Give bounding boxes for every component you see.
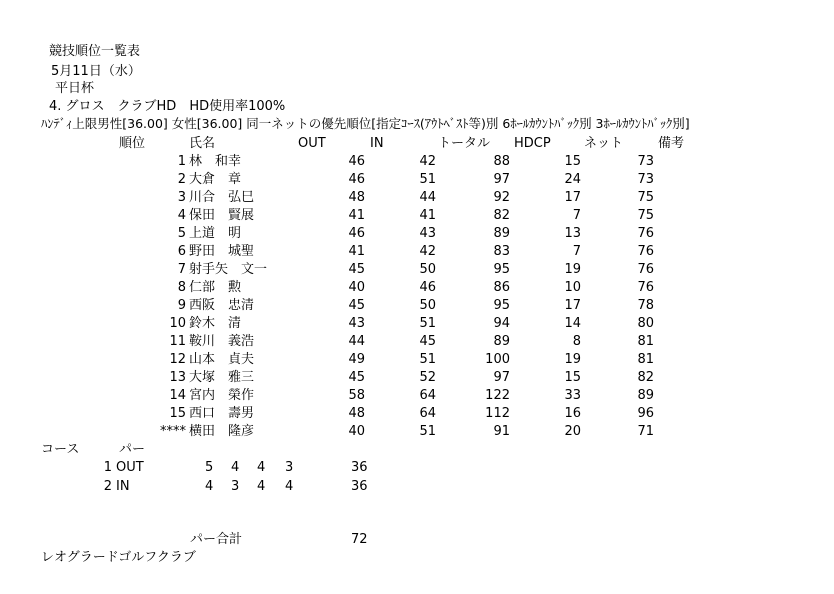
- hole-par: 5: [205, 460, 214, 475]
- net-cell: 80: [637, 316, 654, 331]
- rank-cell: 11: [169, 334, 186, 349]
- in-cell: 52: [419, 370, 436, 385]
- net-cell: 73: [637, 154, 654, 169]
- net-cell: 81: [637, 352, 654, 367]
- in-cell: 45: [419, 334, 436, 349]
- out-cell: 45: [348, 262, 365, 277]
- rank-cell: 2: [177, 172, 186, 187]
- out-cell: 41: [348, 208, 365, 223]
- hdcp-cell: 15: [564, 370, 581, 385]
- name-cell: 鈴木 清: [189, 316, 242, 331]
- net-cell: 76: [637, 244, 654, 259]
- out-cell: 49: [348, 352, 365, 367]
- hdcp-cell: 8: [572, 334, 581, 349]
- col-hdcp-header: HDCP: [514, 136, 551, 151]
- rank-cell: 9: [177, 298, 186, 313]
- course-label: コース: [41, 442, 80, 457]
- out-cell: 58: [348, 388, 365, 403]
- name-cell: 大塚 雅三: [189, 370, 255, 385]
- col-in-header: IN: [370, 136, 384, 151]
- in-cell: 42: [419, 244, 436, 259]
- course-par-sum: 36: [351, 479, 368, 494]
- col-name-header: 氏名: [189, 136, 216, 151]
- hdcp-cell: 13: [564, 226, 581, 241]
- total-cell: 88: [493, 154, 510, 169]
- rank-cell: 8: [177, 280, 186, 295]
- name-cell: 射手矢 文一: [189, 262, 268, 277]
- name-cell: 山本 貞夫: [189, 352, 255, 367]
- hdcp-cell: 17: [564, 298, 581, 313]
- col-total-header: トータル: [438, 136, 491, 151]
- rank-cell: 13: [169, 370, 186, 385]
- total-cell: 100: [485, 352, 510, 367]
- out-cell: 40: [348, 424, 365, 439]
- rank-cell: 12: [169, 352, 186, 367]
- hdcp-cell: 16: [564, 406, 581, 421]
- in-cell: 51: [419, 424, 436, 439]
- net-cell: 78: [637, 298, 654, 313]
- hole-par: 4: [285, 479, 294, 494]
- out-cell: 40: [348, 280, 365, 295]
- in-cell: 51: [419, 352, 436, 367]
- out-cell: 41: [348, 244, 365, 259]
- hdcp-cell: 19: [564, 352, 581, 367]
- in-cell: 43: [419, 226, 436, 241]
- out-cell: 45: [348, 370, 365, 385]
- name-cell: 保田 賢展: [189, 208, 255, 223]
- in-cell: 50: [419, 262, 436, 277]
- par-label: パー: [119, 442, 146, 457]
- in-cell: 64: [419, 388, 436, 403]
- report-title: 競技順位一覧表: [49, 44, 141, 59]
- rank-cell: 14: [169, 388, 186, 403]
- name-cell: 宮内 榮作: [189, 388, 255, 403]
- name-cell: 野田 城聖: [189, 244, 255, 259]
- col-out-header: OUT: [298, 136, 326, 151]
- out-cell: 48: [348, 406, 365, 421]
- name-cell: 大倉 章: [189, 172, 242, 187]
- out-cell: 45: [348, 298, 365, 313]
- in-cell: 41: [419, 208, 436, 223]
- col-remarks-header: 備考: [658, 136, 685, 151]
- conditions-line: ﾊﾝﾃﾞｨ上限男性[36.00] 女性[36.00] 同一ネットの優先順位[指定ｺｰｽ(ｱｳﾄﾍﾞｽﾄ等)別 6ﾎｰﾙｶｳﾝﾄﾊﾞｯｸ別 3ﾎｰﾙｶｳﾝﾄﾊﾞｯｸ別]: [41, 116, 690, 131]
- name-cell: 横田 隆彦: [189, 424, 255, 439]
- hdcp-cell: 7: [572, 208, 581, 223]
- name-cell: 鞍川 義浩: [189, 334, 255, 349]
- hdcp-cell: 33: [564, 388, 581, 403]
- hdcp-cell: 15: [564, 154, 581, 169]
- hole-par: 4: [257, 479, 266, 494]
- net-cell: 71: [637, 424, 654, 439]
- net-cell: 76: [637, 262, 654, 277]
- total-cell: 112: [485, 406, 510, 421]
- course-number: 1: [103, 460, 112, 475]
- out-cell: 46: [348, 226, 365, 241]
- course-par-sum: 36: [351, 460, 368, 475]
- total-cell: 91: [493, 424, 510, 439]
- total-cell: 92: [493, 190, 510, 205]
- rank-cell: 10: [169, 316, 186, 331]
- course-number: 2: [103, 479, 112, 494]
- total-cell: 89: [493, 226, 510, 241]
- club-name: レオグラードゴルフクラブ: [41, 550, 196, 565]
- total-cell: 94: [493, 316, 510, 331]
- total-cell: 86: [493, 280, 510, 295]
- net-cell: 89: [637, 388, 654, 403]
- total-cell: 89: [493, 334, 510, 349]
- in-cell: 50: [419, 298, 436, 313]
- in-cell: 46: [419, 280, 436, 295]
- rank-cell: 7: [177, 262, 186, 277]
- out-cell: 43: [348, 316, 365, 331]
- par-total-value: 72: [351, 532, 368, 547]
- net-cell: 75: [637, 208, 654, 223]
- in-cell: 42: [419, 154, 436, 169]
- course-name: OUT: [116, 460, 144, 475]
- total-cell: 97: [493, 172, 510, 187]
- rank-cell: ****: [160, 424, 186, 439]
- out-cell: 46: [348, 172, 365, 187]
- hdcp-cell: 7: [572, 244, 581, 259]
- col-net-header: ネット: [584, 136, 624, 151]
- in-cell: 51: [419, 172, 436, 187]
- par-total-label: パー合計: [190, 532, 243, 547]
- total-cell: 95: [493, 298, 510, 313]
- total-cell: 82: [493, 208, 510, 223]
- course-name: IN: [116, 479, 130, 494]
- hdcp-cell: 20: [564, 424, 581, 439]
- net-cell: 76: [637, 280, 654, 295]
- net-cell: 73: [637, 172, 654, 187]
- out-cell: 44: [348, 334, 365, 349]
- hdcp-cell: 24: [564, 172, 581, 187]
- total-cell: 97: [493, 370, 510, 385]
- net-cell: 96: [637, 406, 654, 421]
- col-rank-header: 順位: [119, 136, 146, 151]
- name-cell: 林 和幸: [189, 154, 242, 169]
- hdcp-cell: 19: [564, 262, 581, 277]
- hole-par: 4: [231, 460, 240, 475]
- name-cell: 西阪 忠清: [189, 298, 255, 313]
- category-line: 4. グロス クラブHD HD使用率100%: [49, 99, 286, 114]
- net-cell: 81: [637, 334, 654, 349]
- hdcp-cell: 17: [564, 190, 581, 205]
- net-cell: 82: [637, 370, 654, 385]
- in-cell: 51: [419, 316, 436, 331]
- total-cell: 83: [493, 244, 510, 259]
- in-cell: 64: [419, 406, 436, 421]
- rank-cell: 6: [177, 244, 186, 259]
- name-cell: 西口 壽男: [189, 406, 255, 421]
- hole-par: 4: [257, 460, 266, 475]
- hdcp-cell: 10: [564, 280, 581, 295]
- rank-cell: 1: [177, 154, 186, 169]
- hole-par: 4: [205, 479, 214, 494]
- total-cell: 122: [485, 388, 510, 403]
- total-cell: 95: [493, 262, 510, 277]
- hdcp-cell: 14: [564, 316, 581, 331]
- event-date: 5月11日（水）: [51, 64, 141, 79]
- hole-par: 3: [285, 460, 294, 475]
- event-name: 平日杯: [55, 81, 95, 96]
- hole-par: 3: [231, 479, 240, 494]
- in-cell: 44: [419, 190, 436, 205]
- rank-cell: 3: [177, 190, 186, 205]
- out-cell: 46: [348, 154, 365, 169]
- rank-cell: 4: [177, 208, 186, 223]
- net-cell: 75: [637, 190, 654, 205]
- name-cell: 上道 明: [189, 226, 242, 241]
- rank-cell: 5: [177, 226, 186, 241]
- rank-cell: 15: [169, 406, 186, 421]
- name-cell: 川合 弘巳: [189, 190, 255, 205]
- name-cell: 仁部 勲: [189, 280, 242, 295]
- net-cell: 76: [637, 226, 654, 241]
- out-cell: 48: [348, 190, 365, 205]
